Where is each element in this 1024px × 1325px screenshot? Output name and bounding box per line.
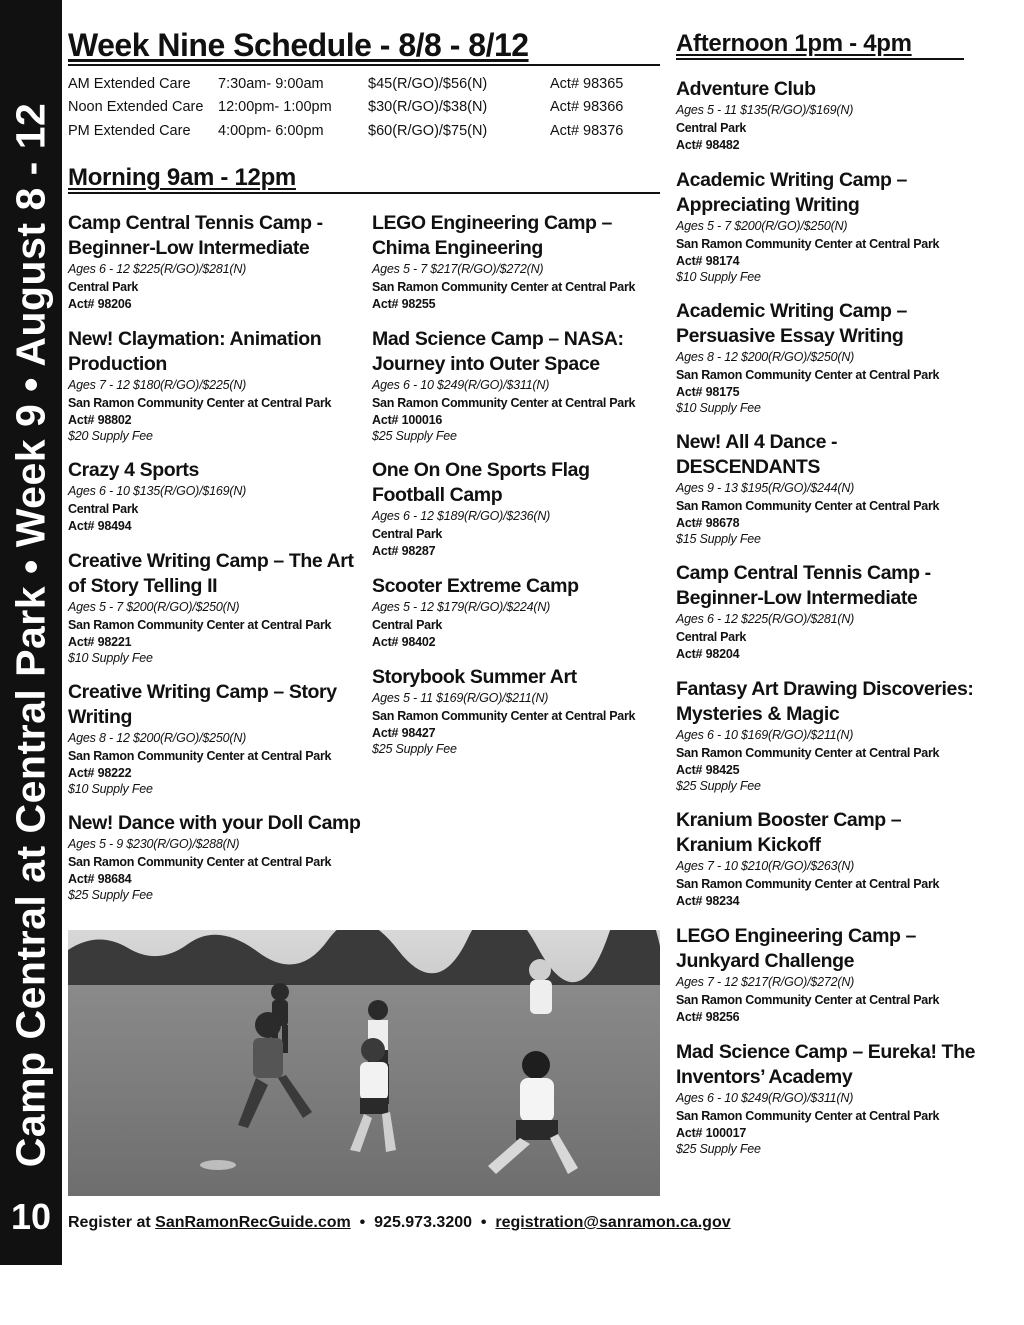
camp-supply-fee: $15 Supply Fee [676, 532, 761, 546]
page-number: 10 [10, 1196, 52, 1237]
camp-title: One On One Sports Flag Football Camp [372, 459, 590, 506]
camp-ages-price: Ages 6 - 12 $225(R/GO)/$281(N) [676, 612, 855, 626]
camp-title: Mad Science Camp – Eureka! The Inventors’ Academy [676, 1041, 976, 1088]
camp-listing [68, 458, 363, 535]
camp-location: Central Park [68, 280, 139, 294]
camp-ages-price: Ages 7 - 10 $210(R/GO)/$263(N) [676, 859, 855, 873]
camp-ages-price: Ages 6 - 10 $169(R/GO)/$211(N) [676, 728, 854, 742]
camp-supply-fee: $10 Supply Fee [68, 651, 153, 665]
camp-title: Creative Writing Camp – The Art of Story Telling II [68, 550, 354, 597]
camp-supply-fee: $25 Supply Fee [676, 779, 761, 793]
camp-listing [372, 327, 662, 444]
morning-column-2 [372, 211, 662, 771]
camp-supply-fee: $20 Supply Fee [68, 429, 153, 443]
camp-ages-price: Ages 6 - 10 $249(R/GO)/$311(N) [372, 378, 550, 392]
camp-location: San Ramon Community Center at Central Park [372, 709, 636, 723]
care-price: $60(R/GO)/$75(N) [368, 122, 488, 139]
camp-title: Academic Writing Camp – Persuasive Essay Writing [676, 300, 907, 347]
camp-title: Mad Science Camp – NASA: Journey into Outer Space [372, 328, 624, 375]
camp-listing [676, 677, 976, 794]
sidebar [0, 0, 62, 1265]
camp-location: Central Park [676, 630, 747, 644]
care-name: PM Extended Care [68, 122, 191, 139]
camp-title: Crazy 4 Sports [68, 459, 199, 481]
camp-location: San Ramon Community Center at Central Park [676, 368, 940, 382]
camp-listing [676, 168, 976, 285]
camp-location: San Ramon Community Center at Central Park [676, 237, 940, 251]
camp-location: San Ramon Community Center at Central Park [676, 746, 940, 760]
camp-location: San Ramon Community Center at Central Park [372, 280, 636, 294]
camp-title: Camp Central Tennis Camp - Beginner-Low Intermediate [68, 212, 323, 259]
afternoon-column [676, 77, 976, 1171]
camp-supply-fee: $10 Supply Fee [676, 401, 761, 415]
camp-listing [372, 211, 662, 313]
camp-activity-number: Act# 98206 [68, 297, 132, 311]
camp-title: New! All 4 Dance - DESCENDANTS [676, 431, 838, 478]
camp-activity-number: Act# 98256 [676, 1010, 740, 1024]
camp-supply-fee: $25 Supply Fee [372, 742, 457, 756]
camp-listing [68, 327, 363, 444]
care-price: $30(R/GO)/$38(N) [368, 99, 488, 116]
camp-location: San Ramon Community Center at Central Park [68, 396, 332, 410]
camp-location: San Ramon Community Center at Central Park [676, 499, 940, 513]
footer [68, 1214, 731, 1232]
camp-activity-number: Act# 98684 [68, 872, 132, 886]
camp-activity-number: Act# 98802 [68, 413, 132, 427]
camp-activity-number: Act# 100017 [676, 1126, 747, 1140]
camp-location: San Ramon Community Center at Central Park [68, 618, 332, 632]
camp-activity-number: Act# 98175 [676, 385, 740, 399]
table-row [68, 72, 668, 96]
camp-ages-price: Ages 6 - 12 $225(R/GO)/$281(N) [68, 262, 247, 276]
camp-supply-fee: $10 Supply Fee [68, 782, 153, 796]
camp-ages-price: Ages 6 - 10 $135(R/GO)/$169(N) [68, 484, 247, 498]
camp-ages-price: Ages 6 - 12 $189(R/GO)/$236(N) [372, 509, 551, 523]
camp-ages-price: Ages 8 - 12 $200(R/GO)/$250(N) [68, 731, 247, 745]
photo-illustration [68, 930, 660, 1196]
camp-listing [676, 924, 976, 1026]
camp-title: New! Claymation: Animation Production [68, 328, 322, 375]
camp-supply-fee: $25 Supply Fee [68, 888, 153, 902]
camp-activity-number: Act# 98494 [68, 519, 132, 533]
camp-location: Central Park [676, 121, 747, 135]
camp-location: San Ramon Community Center at Central Park [68, 855, 332, 869]
camp-title: Kranium Booster Camp – Kranium Kickoff [676, 809, 902, 856]
camp-listing [676, 1040, 976, 1157]
camp-ages-price: Ages 5 - 9 $230(R/GO)/$288(N) [68, 837, 240, 851]
camp-activity-number: Act# 98255 [372, 297, 436, 311]
camp-title: New! Dance with your Doll Camp [68, 812, 361, 834]
camp-listing [372, 458, 662, 560]
website-link[interactable]: SanRamonRecGuide.com [155, 1214, 351, 1231]
camp-ages-price: Ages 5 - 7 $200(R/GO)/$250(N) [68, 600, 240, 614]
phone-number: 925.973.3200 [374, 1214, 473, 1231]
camp-listing [372, 574, 662, 651]
camp-listing [676, 808, 976, 910]
care-act: Act# 98365 [550, 75, 624, 92]
camp-activity-number: Act# 98402 [372, 635, 436, 649]
camp-activity-number: Act# 98287 [372, 544, 436, 558]
camp-location: San Ramon Community Center at Central Park [676, 993, 940, 1007]
camp-location: San Ramon Community Center at Central Park [68, 749, 332, 763]
camp-location: Central Park [68, 502, 139, 516]
camp-activity-number: Act# 98174 [676, 254, 740, 268]
camp-title: Academic Writing Camp – Appreciating Writing [676, 169, 907, 216]
camp-activity-number: Act# 98234 [676, 894, 740, 908]
camp-ages-price: Ages 7 - 12 $217(R/GO)/$272(N) [676, 975, 855, 989]
camp-supply-fee: $25 Supply Fee [372, 429, 457, 443]
camp-ages-price: Ages 8 - 12 $200(R/GO)/$250(N) [676, 350, 855, 364]
camp-listing [68, 811, 363, 903]
care-time: 7:30am- 9:00am [218, 75, 324, 92]
camp-title: LEGO Engineering Camp – Chima Engineering [372, 212, 613, 259]
camp-location: Central Park [372, 527, 443, 541]
table-row [68, 96, 668, 120]
camp-supply-fee: $10 Supply Fee [676, 270, 761, 284]
camp-listing [676, 299, 976, 416]
camp-ages-price: Ages 5 - 7 $217(R/GO)/$272(N) [372, 262, 544, 276]
footer-separator: • [350, 1214, 375, 1231]
camp-title: Creative Writing Camp – Story Writing [68, 681, 337, 728]
care-name: AM Extended Care [68, 75, 191, 92]
sidebar-title: Camp Central at Central Park • Week 9 • August 8 - 12 [7, 102, 54, 1168]
morning-heading: Morning 9am - 12pm [68, 164, 660, 194]
afternoon-heading: Afternoon 1pm - 4pm [676, 30, 964, 60]
camp-activity-number: Act# 98222 [68, 766, 132, 780]
camp-ages-price: Ages 5 - 7 $200(R/GO)/$250(N) [676, 219, 848, 233]
camp-activity-number: Act# 98482 [676, 138, 740, 152]
email-link[interactable]: registration@sanramon.ca.gov [495, 1214, 731, 1231]
camp-location: San Ramon Community Center at Central Park [676, 1109, 940, 1123]
camp-listing [68, 680, 363, 797]
camp-title: Storybook Summer Art [372, 666, 577, 688]
camp-location: San Ramon Community Center at Central Park [676, 877, 940, 891]
camp-ages-price: Ages 5 - 11 $135(R/GO)/$169(N) [676, 103, 854, 117]
camp-title: Adventure Club [676, 78, 816, 100]
camp-ages-price: Ages 6 - 10 $249(R/GO)/$311(N) [676, 1091, 854, 1105]
camp-supply-fee: $25 Supply Fee [676, 1142, 761, 1156]
care-time: 4:00pm- 6:00pm [218, 122, 324, 139]
care-price: $45(R/GO)/$56(N) [368, 75, 488, 92]
camp-title: Scooter Extreme Camp [372, 575, 579, 597]
table-row [68, 119, 668, 143]
care-name: Noon Extended Care [68, 99, 204, 116]
morning-column-1 [68, 211, 363, 917]
camp-activity-number: Act# 98427 [372, 726, 436, 740]
footer-separator: • [472, 1214, 496, 1231]
camp-location: Central Park [372, 618, 443, 632]
camp-listing [68, 211, 363, 313]
camp-activity-number: Act# 100016 [372, 413, 443, 427]
camp-listing [676, 77, 976, 154]
camp-title: Camp Central Tennis Camp - Beginner-Low Intermediate [676, 562, 931, 609]
camp-listing [676, 430, 976, 547]
camp-listing [372, 665, 662, 757]
camp-ages-price: Ages 5 - 12 $179(R/GO)/$224(N) [372, 600, 551, 614]
footer-register-text: Register at [68, 1214, 156, 1231]
camp-ages-price: Ages 7 - 12 $180(R/GO)/$225(N) [68, 378, 247, 392]
camp-activity-number: Act# 98221 [68, 635, 132, 649]
care-act: Act# 98376 [550, 122, 624, 139]
camp-title: LEGO Engineering Camp – Junkyard Challenge [676, 925, 917, 972]
camp-ages-price: Ages 5 - 11 $169(R/GO)/$211(N) [372, 691, 549, 705]
camp-title: Fantasy Art Drawing Discoveries: Mysteries & Magic [676, 678, 974, 725]
page-title: Week Nine Schedule - 8/8 - 8/12 [68, 26, 660, 66]
camp-activity-number: Act# 98678 [676, 516, 740, 530]
kids-playing-photo [68, 930, 660, 1196]
care-act: Act# 98366 [550, 99, 624, 116]
camp-listing [676, 561, 976, 663]
camp-location: San Ramon Community Center at Central Park [372, 396, 636, 410]
extended-care-table [68, 72, 668, 143]
camp-listing [68, 549, 363, 666]
care-time: 12:00pm- 1:00pm [218, 99, 332, 116]
camp-ages-price: Ages 9 - 13 $195(R/GO)/$244(N) [676, 481, 855, 495]
camp-activity-number: Act# 98204 [676, 647, 740, 661]
camp-activity-number: Act# 98425 [676, 763, 740, 777]
